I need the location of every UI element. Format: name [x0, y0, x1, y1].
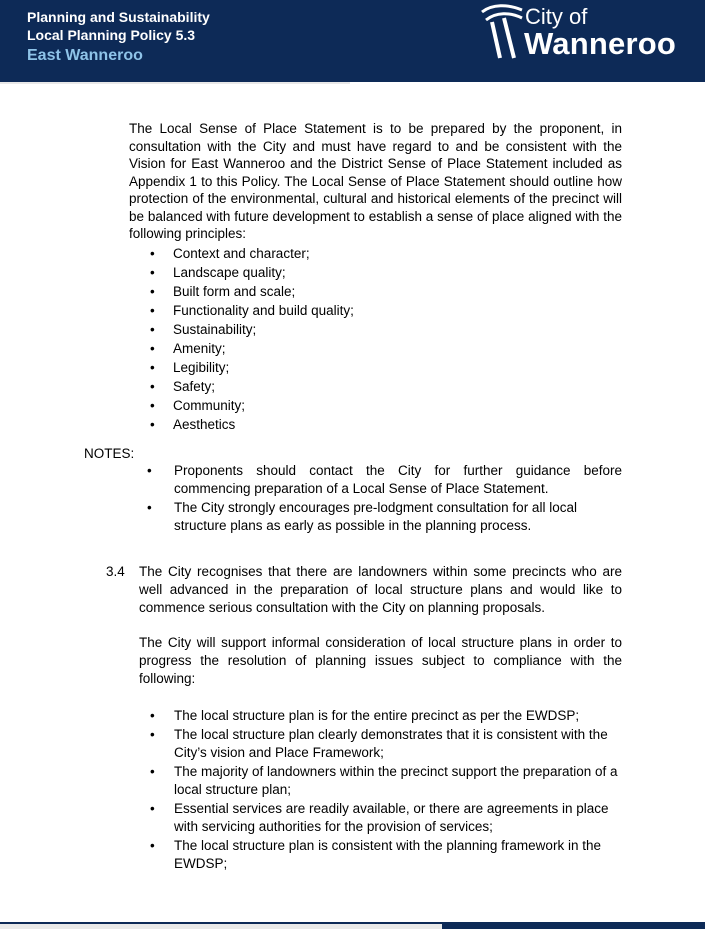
city-of-wanneroo-logo [478, 0, 698, 62]
conditions-list [150, 707, 620, 874]
notes-list [147, 462, 622, 536]
intro-paragraph: The Local Sense of Place Statement is to be prepared by the proponent, in consultation with the City and must have regard to and be consistent with the Vision for East Wanneroo and the District Sense of Place Statement included as Appendix 1 to this Policy. The Local Sense of Place Statement should outline how protection of the environmental, cultural and historical elements of the precinct will be balanced with future development to establish a sense of place aligned with the following principles: [129, 121, 622, 241]
bullet-icon: • [147, 463, 152, 478]
notes-label: NOTES: [84, 446, 135, 461]
list-item: • The local structure plan is consistent with the planning framework in the EWDSP; [150, 838, 601, 871]
footer-accent-bar [0, 924, 442, 929]
bullet-icon: • [150, 246, 155, 261]
bullet-icon: • [150, 322, 155, 337]
page-header [0, 0, 705, 82]
logo-swoosh-icon [478, 0, 526, 62]
bullet-icon: • [150, 708, 155, 723]
section-paragraph-2: The City will support informal consideration of local structure plans in order to progress the resolution of planning issues subject to compliance with the following: [139, 635, 622, 686]
bullet-icon: • [150, 360, 155, 375]
bullet-icon: • [150, 417, 155, 432]
note-text: The City strongly encourages pre-lodgment consultation for all local structure plans as early as possible in the planning process. [174, 500, 577, 533]
list-item [147, 499, 622, 535]
header-department: Planning and Sustainability [27, 9, 210, 25]
note-text: Proponents should contact the City for further guidance before commencing preparation of a Local Sense of Place Statement. [174, 463, 622, 496]
header-policy-number: Local Planning Policy 5.3 [27, 27, 196, 43]
logo-city-text: City of [525, 4, 588, 29]
bullet-icon: • [150, 284, 155, 299]
list-item: • Essential services are readily available, or there are agreements in place with servicing authorities for the provision of services; [150, 801, 609, 834]
section-paragraph-1: The City recognises that there are landowners within some precincts who are well advanced in the preparation of local structure plans and would like to commence serious consultation with the City on planning proposals. [139, 564, 622, 615]
list-item: • The local structure plan is for the entire precinct as per the EWDSP; [150, 708, 580, 723]
bullet-icon: • [150, 764, 155, 779]
bullet-icon: • [150, 727, 155, 742]
bullet-icon: • [150, 838, 155, 853]
list-item: • The majority of landowners within the precinct support the preparation of a local structure plan; [150, 764, 618, 797]
bullet-icon: • [147, 500, 152, 515]
logo-wanneroo-text: Wanneroo [524, 26, 676, 61]
header-policy-title: East Wanneroo [27, 47, 143, 64]
header-underline [0, 82, 350, 84]
bullet-icon: • [150, 341, 155, 356]
list-item [147, 462, 622, 498]
bullet-icon: • [150, 303, 155, 318]
bullet-icon: • [150, 265, 155, 280]
section-number: 3.4 [106, 564, 125, 579]
list-item: • The local structure plan clearly demonstrates that it is consistent with the City’s vision and Place Framework; [150, 727, 608, 760]
bullet-icon: • [150, 379, 155, 394]
header-text-block [27, 8, 210, 67]
bullet-icon: • [150, 801, 155, 816]
bullet-icon: • [150, 398, 155, 413]
